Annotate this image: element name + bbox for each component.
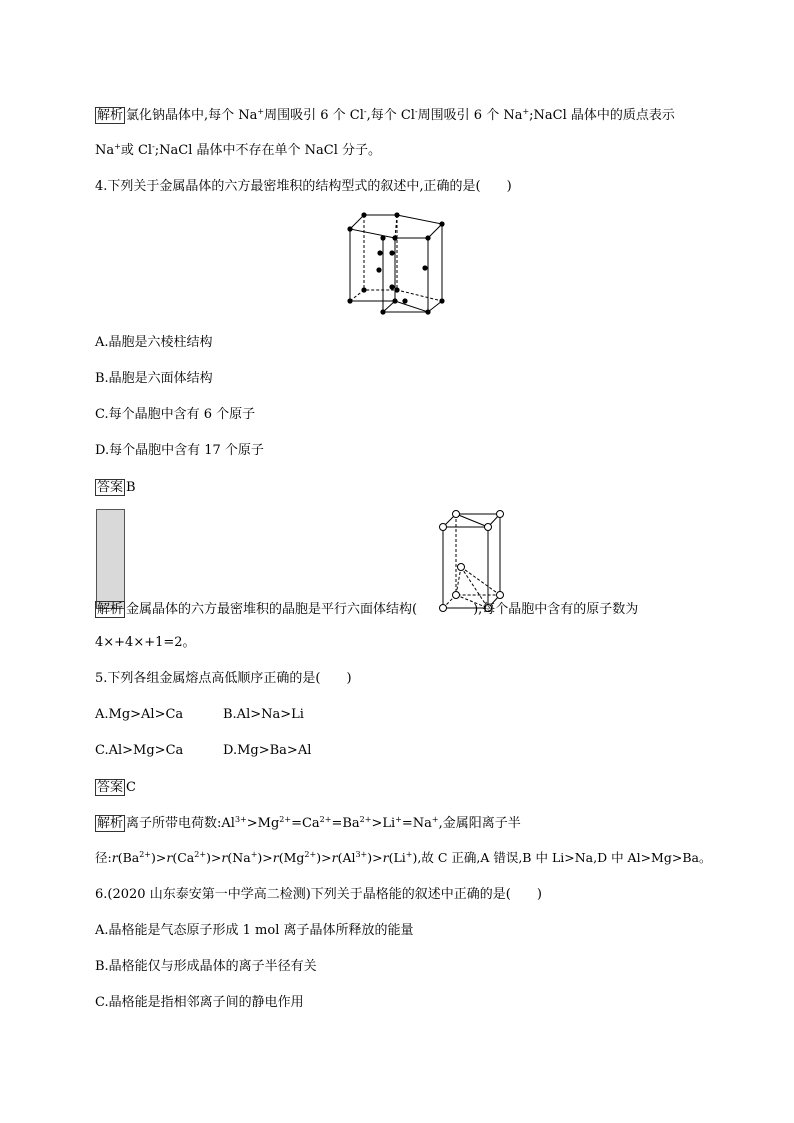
option-a: A.晶格能是气态原子形成 1 mol 离子晶体所释放的能量 xyxy=(95,923,414,938)
analysis-q5-line-1: 解析 离子所带电荷数$:Al^{3+}>Mg^{2+}=Ca^{2+}=Ba^{2+}>Li^+=Na^+$,金属阳离子半 xyxy=(97,815,521,831)
answer-line-q5 xyxy=(95,779,136,796)
option-b: B.Al>Na>Li xyxy=(223,707,304,722)
answer-line-q4 xyxy=(95,479,136,496)
analysis-q4-line-2: 4×+4×+1=2。 xyxy=(95,635,196,650)
option-a: A.晶胞是六棱柱结构 xyxy=(95,335,213,350)
analysis-q4-line-1: 解析 金属晶体的六方最密堆积的晶胞是平行六面体结构( ),每个晶胞中含有的原子数为 xyxy=(97,602,639,617)
answer-value: B xyxy=(126,480,136,495)
answer-tag: 答案 xyxy=(97,780,124,795)
question-5-stem: 5.下列各组金属熔点高低顺序正确的是( ) xyxy=(95,671,352,686)
hcp-unit-cell-figure xyxy=(438,508,508,613)
hcp-structure-figure xyxy=(340,205,460,320)
analysis-shaded-box xyxy=(96,509,125,609)
option-d: D.每个晶胞中含有 17 个原子 xyxy=(95,443,264,458)
question-6-stem: 6.(2020 山东泰安第一中学高二检测)下列关于晶格能的叙述中正确的是( ) xyxy=(95,887,542,902)
answer-value: C xyxy=(126,780,136,795)
analysis-tag: 解析 xyxy=(97,108,124,123)
analysis-tag: 解析 xyxy=(97,816,124,831)
question-4-stem: 4.下列关于金属晶体的六方最密堆积的结构型式的叙述中,正确的是( ) xyxy=(95,179,512,194)
option-d: D.Mg>Ba>Al xyxy=(223,743,312,758)
analysis-q5-line-2: 径$:r(Ba^{2+})>r(Ca^{2+})>r(Na^+)>r(Mg^{2+})>r(Al^{3+})>r(Li^+)$,故 C 正确,A 错误,B 中 Li>Na,D 中 Al>Mg>Ba。 xyxy=(95,850,712,865)
option-c: C.晶格能是指相邻离子间的静电作用 xyxy=(95,995,304,1010)
analysis-tag: 解析 xyxy=(97,602,124,617)
option-b: B.晶胞是六面体结构 xyxy=(95,371,213,386)
analysis-nacl-line-1: 解析 氯化钠晶体中,每个 Na+周围吸引 6 个 Cl-,每个 Cl-周围吸引 6 个 Na+;NaCl 晶体中的质点表示 xyxy=(97,107,675,123)
option-row-cd xyxy=(95,743,311,759)
option-b: B.晶格能仅与形成晶体的离子半径有关 xyxy=(95,959,317,974)
analysis-nacl-line-2: Na+或 Cl-;NaCl 晶体中不存在单个 NaCl 分子。 xyxy=(95,142,382,158)
answer-tag: 答案 xyxy=(97,480,124,495)
option-c: C.每个晶胞中含有 6 个原子 xyxy=(95,407,256,422)
option-row-ab xyxy=(95,707,304,723)
option-a: A.Mg>Al>Ca xyxy=(95,707,184,722)
option-c: C.Al>Mg>Ca xyxy=(95,743,184,758)
